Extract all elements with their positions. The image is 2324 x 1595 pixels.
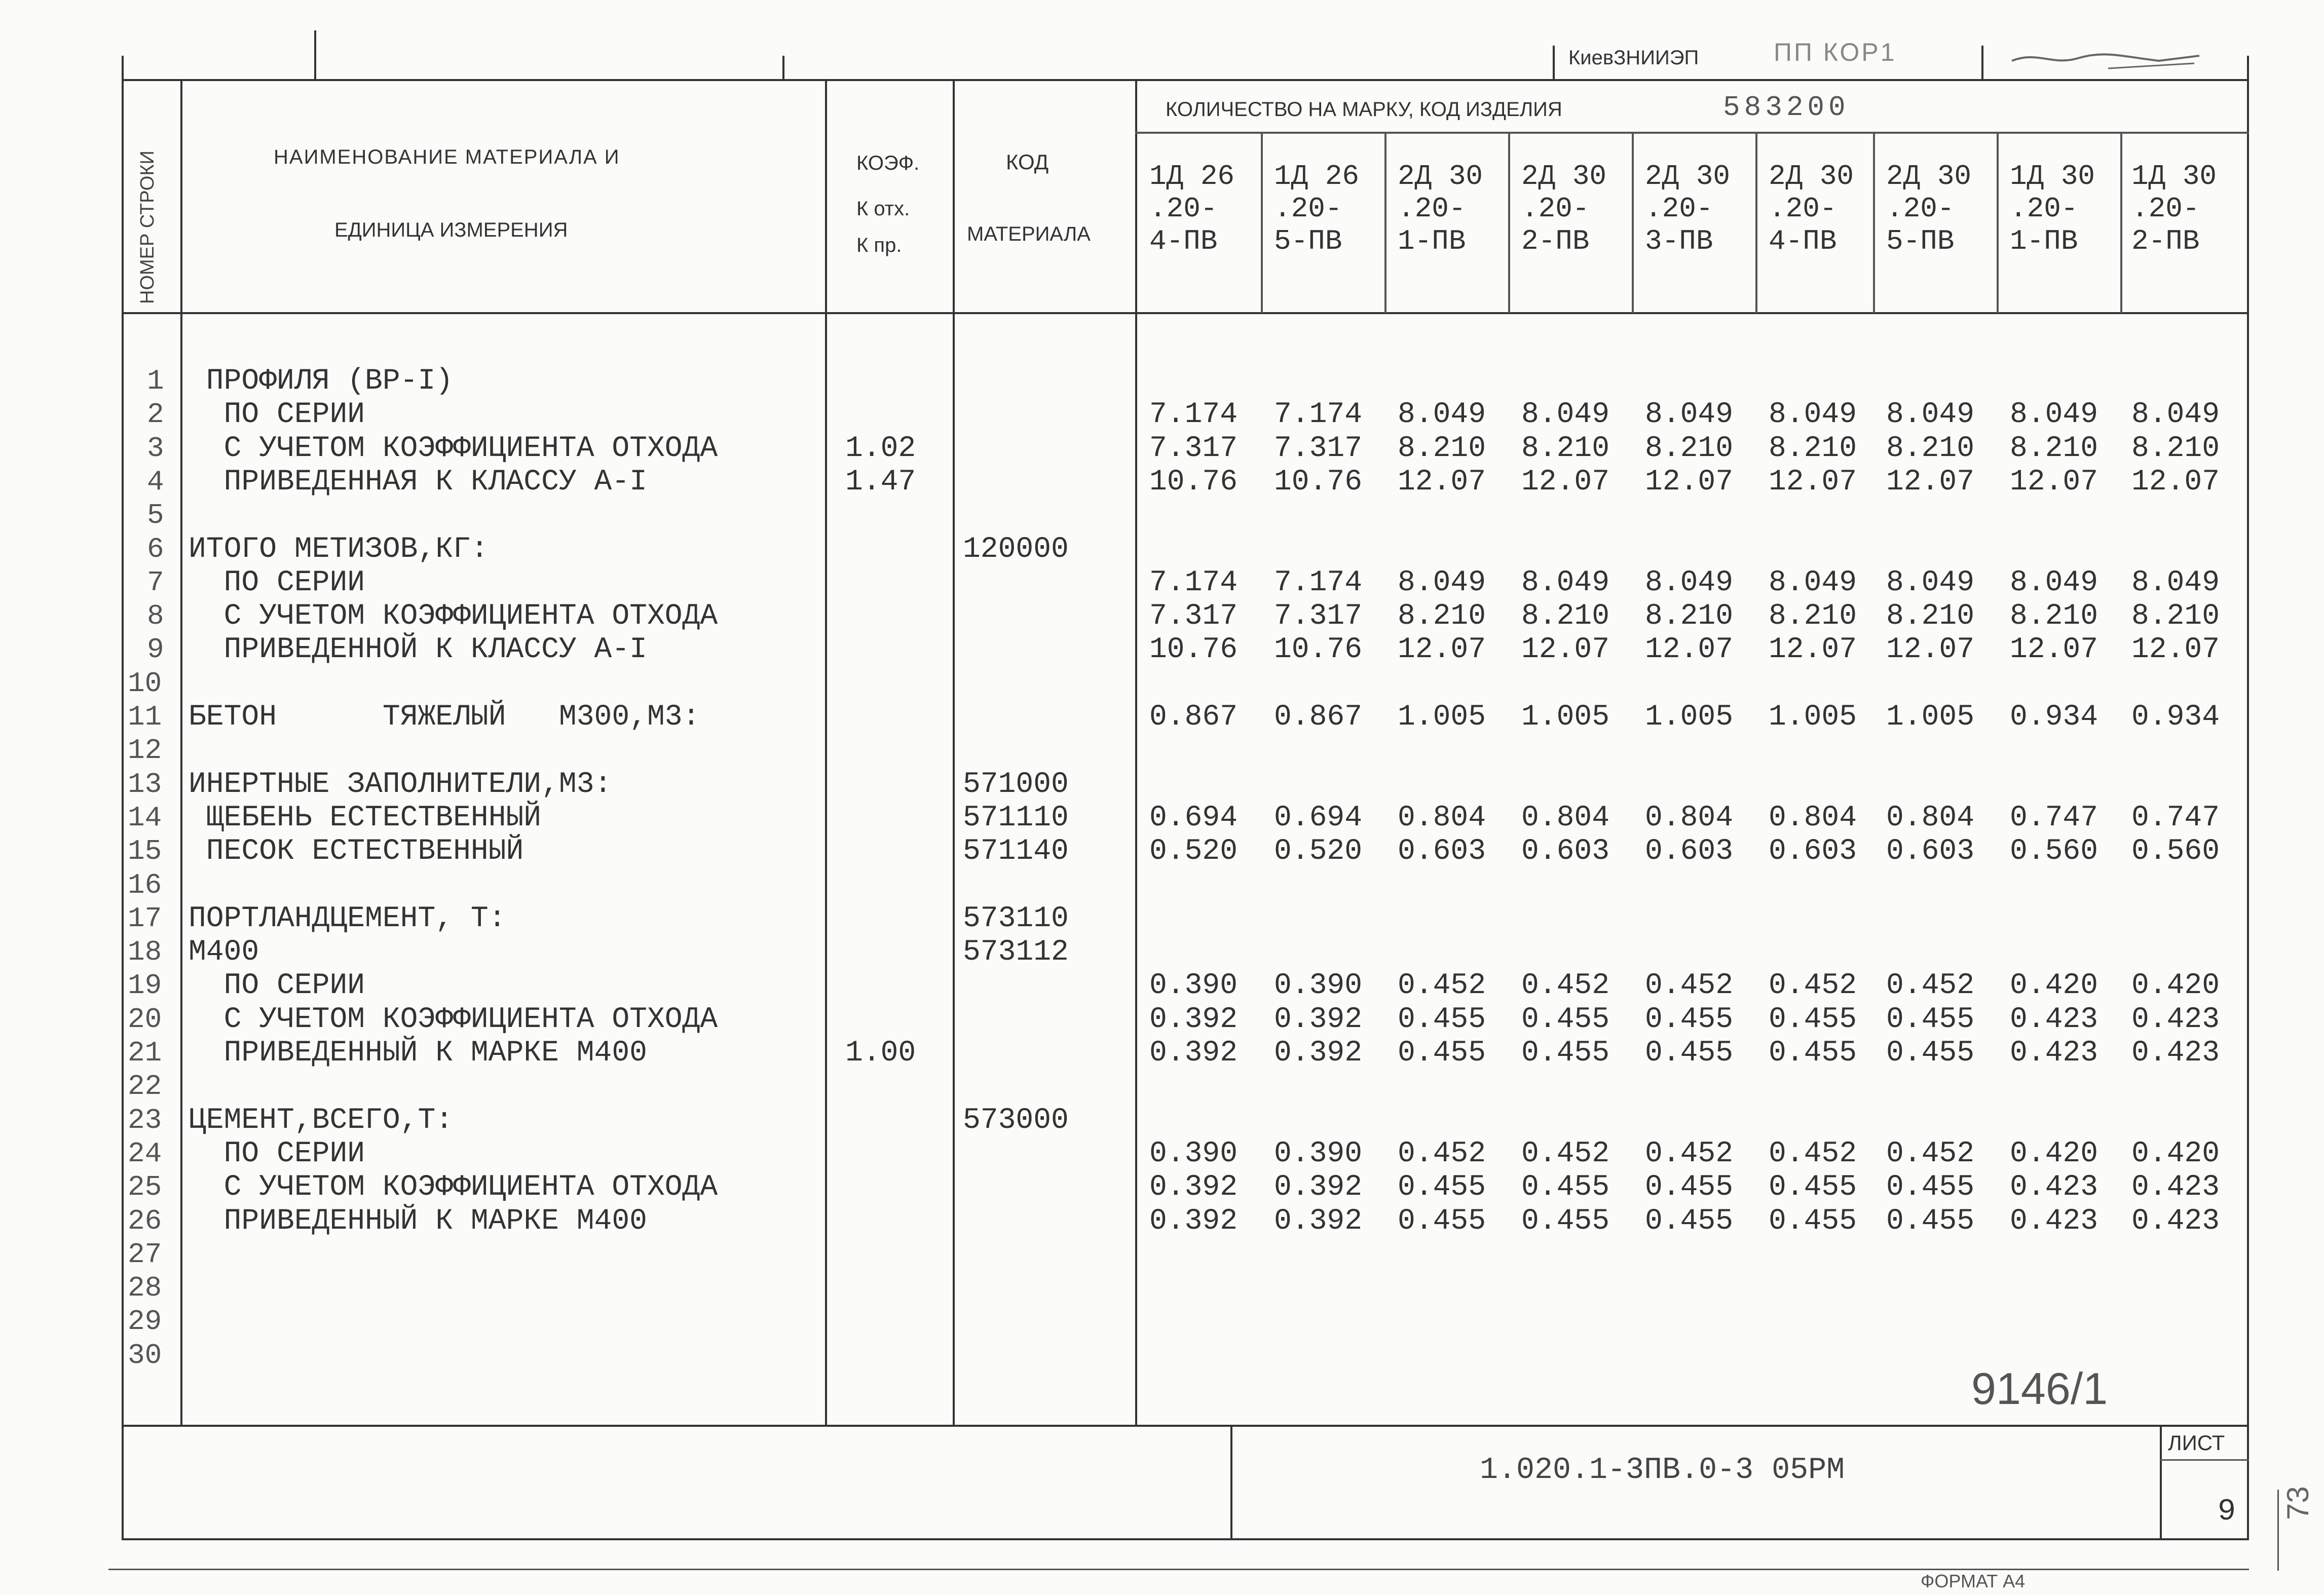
row-number: 11 [128,701,162,733]
quantity-value: 0.392 [1149,1205,1238,1238]
quantity-value: 8.049 [1886,566,1975,599]
material-name: С УЧЕТОМ КОЭФФИЦИЕНТА ОТХОДА [189,1171,718,1204]
row-number: 9 [147,633,164,666]
quantity-value: 12.07 [1769,466,1857,499]
quantity-value: 0.804 [1769,802,1857,834]
quantity-value: 12.07 [1769,633,1857,666]
coefficient: 1.02 [845,432,916,465]
coefficient: 1.00 [845,1037,916,1070]
column-header-line: 5-ПВ [1886,225,1955,257]
row-number: 24 [128,1137,162,1170]
quantity-value: 0.520 [1274,835,1363,868]
top-tick [1981,46,1983,80]
quantity-value: 8.210 [1645,432,1734,465]
quantity-value: 7.317 [1149,600,1238,633]
quantity-value: 0.603 [1769,835,1857,868]
column-header-line: .20- [1521,193,1590,225]
doc-number: 9146/1 [1971,1363,2108,1414]
quantity-value: 0.804 [1886,802,1975,834]
row-number: 21 [128,1037,162,1069]
quantity-value: 0.455 [1886,1003,1975,1036]
quantity-value: 12.07 [1886,633,1975,666]
quantity-value: 8.049 [1645,566,1734,599]
material-name: С УЧЕТОМ КОЭФФИЦИЕНТА ОТХОДА [189,600,718,633]
column-header-line: 2Д 30 [1398,160,1483,193]
column-header [1769,160,1885,257]
quantity-value: 0.452 [1521,1137,1610,1170]
quantity-value: 0.804 [1645,802,1734,834]
quantity-value: 12.07 [1645,466,1734,499]
sheet-number: 9 [2218,1495,2236,1529]
column-header-line: .20- [2131,193,2200,225]
quantity-value: 0.455 [1886,1037,1975,1070]
quantity-value: 0.423 [2131,1037,2220,1070]
sheet-sep [2160,1425,2162,1539]
designation: 1.020.1-3ПВ.0-3 05РМ [1480,1453,1845,1488]
quantity-value: 1.005 [1398,701,1486,734]
quantity-value: 7.174 [1149,398,1238,431]
column-header-line: 2-ПВ [1521,225,1590,257]
quantity-value: 8.210 [1886,600,1975,633]
quantity-value: 0.392 [1274,1003,1363,1036]
material-name: ПО СЕРИИ [189,566,365,599]
quantity-value: 8.210 [2010,432,2098,465]
material-name: ПРИВЕДЕННЫЙ К МАРКЕ М400 [189,1037,647,1070]
quantity-value: 0.392 [1274,1037,1363,1070]
row-number: 17 [128,902,162,935]
column-header [1886,160,2003,257]
quantity-value: 0.455 [1886,1171,1975,1204]
material-code: 571000 [963,768,1069,801]
material-name: ПРИВЕДЕННЫЙ К МАРКЕ М400 [189,1205,647,1238]
quantity-value: 8.210 [2131,432,2220,465]
material-name: ЩЕБЕНЬ ЕСТЕСТВЕННЫЙ [189,802,542,834]
quantity-value: 0.747 [2131,802,2220,834]
quantity-value: 8.210 [1645,600,1734,633]
column-header-line: 5-ПВ [1274,225,1342,257]
quantity-value: 0.423 [2131,1171,2220,1204]
quantity-value: 0.804 [1521,802,1610,834]
quantity-value: 1.005 [1886,701,1975,734]
quantity-value: 0.452 [1645,1137,1734,1170]
column-header-line: .20- [1769,193,1837,225]
row-number: 18 [128,936,162,968]
quantity-value: 0.452 [1886,969,1975,1002]
row-number: 5 [147,499,164,531]
quantity-value: 8.210 [1398,432,1486,465]
quantity-value: 8.210 [1398,600,1486,633]
quantity-value: 8.049 [1398,566,1486,599]
column-header-line: 1Д 30 [2010,160,2095,193]
material-name: С УЧЕТОМ КОЭФФИЦИЕНТА ОТХОДА [189,1003,718,1036]
quantity-value: 0.603 [1886,835,1975,868]
coef-header-line1: КОЭФ. [856,152,920,174]
quantity-value: 12.07 [1398,633,1486,666]
row-number: 30 [128,1339,162,1372]
quantity-value: 0.420 [2010,1137,2098,1170]
column-header-line: 2-ПВ [2131,225,2200,257]
column-header-line: 2Д 30 [1886,160,1972,193]
quantity-header: КОЛИЧЕСТВО НА МАРКУ, КОД ИЗДЕЛИЯ [1166,98,1562,121]
quantity-value: 8.210 [1886,432,1975,465]
quantity-value: 12.07 [2010,633,2098,666]
quantity-value: 0.934 [2131,701,2220,734]
quantity-value: 1.005 [1645,701,1734,734]
quantity-value: 0.392 [1149,1037,1238,1070]
column-header-line: .20- [1886,193,1955,225]
quantity-value: 0.455 [1521,1205,1610,1238]
format-label: ФОРМАТ А4 [1921,1571,2026,1591]
quantity-value: 0.455 [1645,1205,1734,1238]
frame-top [122,79,2249,81]
column-header [2010,160,2126,257]
quantity-value: 1.005 [1769,701,1857,734]
material-name: ИНЕРТНЫЕ ЗАПОЛНИТЕЛИ,М3: [189,768,612,801]
quantity-value: 7.174 [1274,398,1363,431]
coef-header-line2: К отх. [856,198,910,220]
quantity-value: 8.210 [1521,432,1610,465]
column-header [1521,160,1638,257]
quantity-value: 12.07 [2131,466,2220,499]
top-tick [1553,46,1555,80]
frame-left [122,56,124,1540]
row-number: 13 [128,768,162,801]
quantity-value: 7.317 [1274,600,1363,633]
quantity-value: 10.76 [1274,466,1363,499]
material-name: ПРОФИЛЯ (ВР-I) [189,365,454,398]
quantity-value: 8.210 [1769,432,1857,465]
quantity-value: 0.390 [1274,1137,1363,1170]
quantity-value: 8.049 [2131,566,2220,599]
quantity-value: 0.452 [1645,969,1734,1002]
quantity-value: 0.455 [1645,1171,1734,1204]
column-header [1398,160,1514,257]
quantity-value: 0.420 [2010,969,2098,1002]
header-bottom [122,312,2249,314]
quantity-value: 8.210 [1521,600,1610,633]
quantity-value: 0.392 [1149,1171,1238,1204]
row-number: 23 [128,1104,162,1136]
material-name: ПОРТЛАНДЦЕМЕНТ, Т: [189,902,506,935]
qty-header-line [1135,132,2249,134]
row-number: 20 [128,1003,162,1036]
quantity-value: 0.694 [1149,802,1238,834]
quantity-value: 0.452 [1769,1137,1857,1170]
row-number: 15 [128,835,162,867]
material-code: 573110 [963,902,1069,935]
column-header-line: 1Д 30 [2131,160,2217,193]
format-line [108,1569,2249,1570]
quantity-value: 12.07 [1886,466,1975,499]
column-header [1645,160,1761,257]
quantity-value: 10.76 [1149,633,1238,666]
quantity-value: 8.210 [2131,600,2220,633]
sheet-line [2160,1459,2249,1461]
signature-icon [2007,41,2204,76]
quantity-value: 0.804 [1398,802,1486,834]
row-number: 12 [128,734,162,767]
row-number: 4 [147,466,164,498]
quantity-value: 0.455 [1769,1205,1857,1238]
side-mark: 73 [2281,1486,2315,1520]
quantity-value: 7.317 [1274,432,1363,465]
quantity-value: 0.452 [1398,969,1486,1002]
quantity-value: 0.867 [1149,701,1238,734]
material-name: ПО СЕРИИ [189,398,365,431]
row-number: 27 [128,1238,162,1271]
quantity-value: 8.049 [1398,398,1486,431]
column-header-line: 2Д 30 [1769,160,1854,193]
material-name: ПО СЕРИИ [189,969,365,1002]
row-number: 28 [128,1272,162,1304]
quantity-value: 7.174 [1149,566,1238,599]
material-code: 573112 [963,936,1069,969]
quantity-value: 12.07 [1398,466,1486,499]
row-number: 10 [128,667,162,700]
quantity-value: 7.317 [1149,432,1238,465]
col-sep-num [180,79,182,1427]
quantity-value: 0.452 [1398,1137,1486,1170]
top-tick [782,56,784,80]
quantity-value: 0.392 [1274,1171,1363,1204]
stamp-org: КиевЗНИИЭП [1568,47,1699,69]
quantity-value: 0.455 [1398,1037,1486,1070]
column-header-line: .20- [1149,193,1218,225]
material-name: С УЧЕТОМ КОЭФФИЦИЕНТА ОТХОДА [189,432,718,465]
row-number: 14 [128,802,162,834]
row-number: 6 [147,533,164,565]
quantity-value: 0.934 [2010,701,2098,734]
quantity-value: 0.455 [1645,1003,1734,1036]
quantity-value: 8.210 [2010,600,2098,633]
quantity-value: 12.07 [1645,633,1734,666]
body-bottom [122,1425,2249,1427]
quantity-value: 10.76 [1149,466,1238,499]
coefficient: 1.47 [845,466,916,499]
product-code: 583200 [1723,91,1850,124]
material-header-line1: НАИМЕНОВАНИЕ МАТЕРИАЛА И [274,146,620,168]
quantity-value: 0.390 [1149,969,1238,1002]
frame-bottom [122,1538,2249,1540]
quantity-value: 0.560 [2131,835,2220,868]
column-header [2131,160,2248,257]
col-sep-coef [953,79,955,1427]
column-header-line: 2Д 30 [1645,160,1731,193]
material-name: БЕТОН ТЯЖЕЛЫЙ М300,М3: [189,701,700,734]
quantity-value: 8.049 [1769,566,1857,599]
quantity-value: 0.423 [2131,1205,2220,1238]
row-number: 16 [128,869,162,901]
quantity-value: 8.049 [2131,398,2220,431]
material-code: 120000 [963,533,1069,566]
quantity-value: 7.174 [1274,566,1363,599]
quantity-value: 0.455 [1521,1003,1610,1036]
quantity-value: 8.049 [2010,398,2098,431]
top-tick [314,30,316,80]
column-header-line: .20- [2010,193,2078,225]
quantity-value: 8.049 [1645,398,1734,431]
material-code: 573000 [963,1104,1069,1137]
row-number: 25 [128,1171,162,1203]
quantity-value: 0.423 [2010,1037,2098,1070]
quantity-value: 0.420 [2131,1137,2220,1170]
quantity-value: 0.560 [2010,835,2098,868]
quantity-value: 12.07 [2131,633,2220,666]
row-number: 29 [128,1305,162,1338]
quantity-value: 0.452 [1521,969,1610,1002]
column-header [1274,160,1391,257]
quantity-value: 0.423 [2131,1003,2220,1036]
footer-sep [1230,1425,1232,1539]
row-number: 19 [128,969,162,1002]
quantity-value: 0.520 [1149,835,1238,868]
quantity-value: 0.452 [1886,1137,1975,1170]
quantity-value: 0.390 [1149,1137,1238,1170]
quantity-value: 8.049 [1521,566,1610,599]
column-header-line: 4-ПВ [1149,225,1218,257]
material-name: ПЕСОК ЕСТЕСТВЕННЫЙ [189,835,524,868]
quantity-value: 0.747 [2010,802,2098,834]
col-sep-name [825,79,827,1427]
row-number: 7 [147,566,164,599]
quantity-value: 0.423 [2010,1003,2098,1036]
row-number: 3 [147,432,164,465]
code-header-line1: КОД [1006,150,1049,174]
quantity-value: 0.603 [1398,835,1486,868]
column-header-line: .20- [1398,193,1466,225]
frame-right [2247,56,2249,1540]
quantity-value: 0.455 [1769,1037,1857,1070]
quantity-value: 0.603 [1645,835,1734,868]
column-header-line: 3-ПВ [1645,225,1713,257]
column-header-line: 1-ПВ [1398,225,1466,257]
column-header [1149,160,1266,257]
quantity-value: 0.392 [1274,1205,1363,1238]
quantity-value: 0.455 [1769,1003,1857,1036]
material-name: ПРИВЕДЕННОЙ К КЛАССУ А-I [189,633,647,666]
row-number: 1 [147,365,164,397]
quantity-value: 0.455 [1398,1003,1486,1036]
column-header-line: .20- [1274,193,1342,225]
material-name: ЦЕМЕНТ,ВСЕГО,Т: [189,1104,454,1137]
quantity-value: 0.390 [1274,969,1363,1002]
stamp-label: ПП КОР1 [1774,38,1897,66]
material-name: ИТОГО МЕТИЗОВ,КГ: [189,533,489,566]
quantity-value: 0.603 [1521,835,1610,868]
quantity-value: 0.455 [1521,1171,1610,1204]
column-header-line: 1-ПВ [2010,225,2078,257]
material-name: М400 [189,936,259,969]
quantity-value: 0.455 [1398,1205,1486,1238]
material-code: 571110 [963,802,1069,834]
row-number: 26 [128,1205,162,1237]
quantity-value: 0.423 [2010,1205,2098,1238]
quantity-value: 12.07 [2010,466,2098,499]
material-header-line2: ЕДИНИЦА ИЗМЕРЕНИЯ [334,219,568,241]
quantity-value: 0.455 [1521,1037,1610,1070]
row-number: 22 [128,1070,162,1103]
quantity-value: 0.420 [2131,969,2220,1002]
column-header-line: 1Д 26 [1149,160,1235,193]
row-number: 8 [147,600,164,632]
column-header-line: 2Д 30 [1521,160,1607,193]
quantity-value: 10.76 [1274,633,1363,666]
quantity-value: 0.455 [1645,1037,1734,1070]
quantity-value: 0.455 [1398,1171,1486,1204]
quantity-value: 0.452 [1769,969,1857,1002]
quantity-value: 8.210 [1769,600,1857,633]
column-header-line: 1Д 26 [1274,160,1360,193]
row-number-header: НОМЕР СТРОКИ [137,150,158,304]
quantity-value: 12.07 [1521,633,1610,666]
quantity-value: 0.455 [1886,1205,1975,1238]
col-sep-code [1135,79,1137,1427]
row-number: 2 [147,398,164,431]
quantity-value: 8.049 [1769,398,1857,431]
column-header-line: 4-ПВ [1769,225,1837,257]
quantity-value: 12.07 [1521,466,1610,499]
quantity-value: 8.049 [1886,398,1975,431]
quantity-value: 8.049 [2010,566,2098,599]
material-code: 571140 [963,835,1069,868]
code-header-line2: МАТЕРИАЛА [967,223,1091,245]
column-header-line: .20- [1645,193,1713,225]
material-name: ПРИВЕДЕННАЯ К КЛАССУ А-I [189,466,647,499]
quantity-value: 0.867 [1274,701,1363,734]
quantity-value: 0.694 [1274,802,1363,834]
coef-header-line3: К пр. [856,234,902,256]
quantity-value: 1.005 [1521,701,1610,734]
quantity-value: 0.392 [1149,1003,1238,1036]
sheet-label: ЛИСТ [2168,1431,2225,1455]
quantity-value: 8.049 [1521,398,1610,431]
quantity-value: 0.455 [1769,1171,1857,1204]
quantity-value: 0.423 [2010,1171,2098,1204]
material-name: ПО СЕРИИ [189,1137,365,1170]
side-mark-box [2277,1490,2279,1571]
